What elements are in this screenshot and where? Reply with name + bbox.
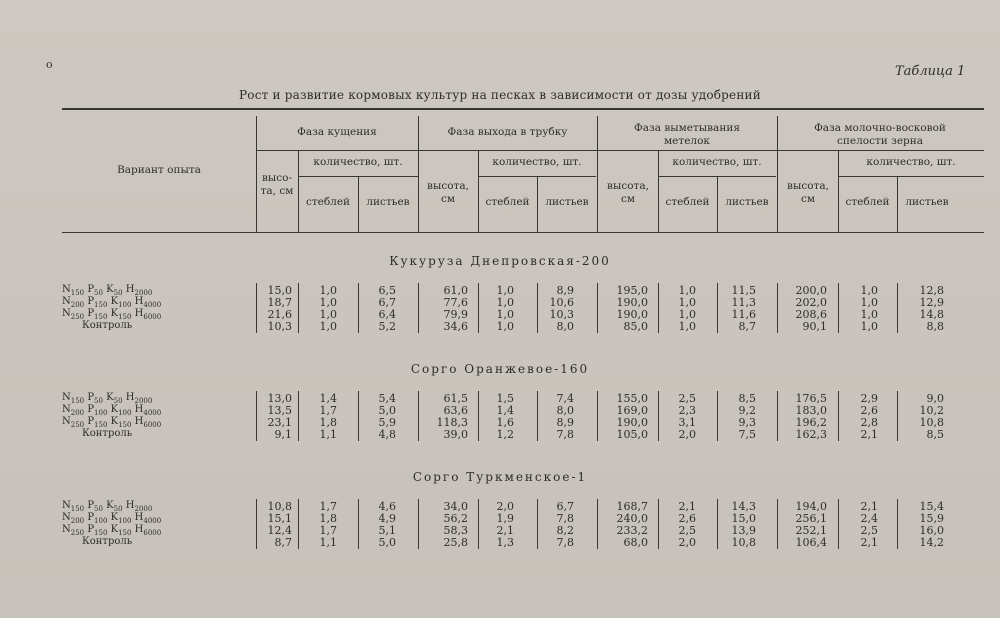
table-cell: 11,6 [731,308,756,321]
table-row [0,512,1000,524]
section-title: Сорго Туркменское-1 [412,470,588,484]
table-row [0,320,1000,332]
table-cell: 8,5 [738,392,756,405]
table-cell: 1,8 [319,512,337,525]
table-cell: 190,0 [616,416,648,429]
table-cell: 8,9 [556,416,574,429]
table-cell: 4,8 [378,428,396,441]
table-row [0,308,1000,320]
table-cell: 5,1 [378,524,396,537]
table-number: Таблица 1 [895,64,966,79]
table-cell: 1,8 [319,416,337,429]
table-cell: 9,0 [926,392,944,405]
variant-label: $N_{200}$ $P_{150}$ $K_{100}$ $H_{4000}$ [62,296,162,309]
table-cell: 256,1 [795,512,827,525]
table-cell: 2,3 [678,404,696,417]
table-cell: 2,0 [678,536,696,549]
table-cell: 13,9 [731,524,756,537]
table-cell: 2,1 [860,428,878,441]
table-cell: 1,0 [496,296,514,309]
table-cell: 61,5 [443,392,468,405]
table-cell: 190,0 [616,296,648,309]
table-row [0,428,1000,440]
variant-label: $N_{250}$ $P_{150}$ $K_{150}$ $H_{6000}$ [62,416,162,429]
table-cell: 21,6 [267,308,292,321]
table-cell: 5,0 [378,404,396,417]
table-cell: 202,0 [795,296,827,309]
table-cell: 194,0 [795,500,827,513]
table-cell: 1,0 [319,308,337,321]
table-cell: 15,0 [731,512,756,525]
variant-label: $N_{200}$ $P_{100}$ $K_{100}$ $H_{4000}$ [62,512,162,525]
header-stems-2: стеблей [485,196,530,208]
table-cell: 8,0 [556,404,574,417]
table-cell: 8,2 [556,524,574,537]
header-bottom-rule [62,232,984,233]
header-count-3: количество, шт. [672,156,762,168]
variant-label: Контроль [82,320,133,331]
table-cell: 252,1 [795,524,827,537]
table-cell: 200,0 [795,284,827,297]
table-cell: 8,5 [926,428,944,441]
table-cell: 1,0 [678,308,696,321]
table-cell: 1,7 [319,404,337,417]
table-cell: 77,6 [443,296,468,309]
variant-label: $N_{200}$ $P_{100}$ $K_{100}$ $H_{4000}$ [62,404,162,417]
table-cell: 15,1 [267,512,292,525]
table-cell: 1,6 [496,416,514,429]
header-leaves-1: листьев [366,196,410,208]
table-row [0,392,1000,404]
table-cell: 8,9 [556,284,574,297]
header-leaves-2: листьев [545,196,589,208]
table-cell: 240,0 [616,512,648,525]
table-cell: 106,4 [795,536,827,549]
section-title: Сорго Оранжевое-160 [410,362,590,376]
table-cell: 2,1 [860,500,878,513]
header-height-1: высо-та, см [260,172,294,197]
table-cell: 7,4 [556,392,574,405]
table-cell: 2,6 [678,512,696,525]
table-cell: 11,5 [731,284,756,297]
table-row [0,296,1000,308]
table-cell: 1,2 [496,428,514,441]
table-cell: 12,9 [919,296,944,309]
table-cell: 90,1 [802,320,827,333]
table-cell: 1,0 [319,320,337,333]
table-cell: 10,6 [549,296,574,309]
table-cell: 1,0 [496,308,514,321]
table-cell: 1,1 [319,428,337,441]
header-stems-1: стеблей [305,196,351,208]
table-cell: 2,1 [678,500,696,513]
table-cell: 1,7 [319,524,337,537]
table-cell: 1,9 [496,512,514,525]
table-cell: 23,1 [267,416,292,429]
table-cell: 1,0 [678,320,696,333]
variant-label: Контроль [82,536,133,547]
header-count-4: количество, шт. [866,156,956,168]
variant-label: Контроль [82,428,133,439]
table-cell: 169,0 [616,404,648,417]
table-cell: 176,5 [795,392,827,405]
table-cell: 15,4 [919,500,944,513]
table-cell: 25,8 [443,536,468,549]
header-stems-4: стеблей [845,196,890,208]
table-cell: 10,8 [919,416,944,429]
variant-label: $N_{150}$ $P_{50}$ $K_{50}$ $H_{2000}$ [62,500,153,513]
table-cell: 2,5 [860,524,878,537]
table-cell: 18,7 [267,296,292,309]
header-leaves-3: листьев [725,196,769,208]
header-height-2: высота, см [427,180,469,205]
count-rule-4 [838,176,984,177]
header-phase-1: Фаза кущения [297,126,377,138]
table-row [0,416,1000,428]
table-cell: 15,9 [919,512,944,525]
table-cell: 1,4 [496,404,514,417]
table-cell: 155,0 [616,392,648,405]
header-leaves-4: листьев [905,196,949,208]
header-height-4: высота, см [787,180,829,205]
table-cell: 2,5 [678,524,696,537]
table-cell: 15,0 [267,284,292,297]
table-row [0,284,1000,296]
table-cell: 7,8 [556,536,574,549]
table-cell: 14,3 [731,500,756,513]
table-cell: 2,0 [496,500,514,513]
table-cell: 1,0 [860,308,878,321]
table-cell: 2,8 [860,416,878,429]
table-cell: 10,8 [267,500,292,513]
table-cell: 118,3 [436,416,468,429]
table-cell: 10,3 [549,308,574,321]
header-stems-3: стеблей [665,196,710,208]
table-row [0,500,1000,512]
table-cell: 34,6 [443,320,468,333]
table-cell: 14,2 [919,536,944,549]
table-cell: 5,9 [378,416,396,429]
table-cell: 34,0 [443,500,468,513]
table-cell: 105,0 [616,428,648,441]
table-cell: 208,6 [795,308,827,321]
table-cell: 6,7 [378,296,396,309]
header-phase-4: Фаза молочно-восковой спелости зерна [814,122,946,147]
page-mark: ο [46,58,53,71]
table-cell: 6,5 [378,284,396,297]
table-cell: 13,5 [267,404,292,417]
table-row [0,536,1000,548]
table-cell: 39,0 [443,428,468,441]
table-cell: 8,7 [274,536,292,549]
section-title: Кукуруза Днепровская-200 [389,254,611,268]
table-cell: 3,1 [678,416,696,429]
table-cell: 196,2 [795,416,827,429]
table-title: Рост и развитие кормовых культур на песках в зависимости от дозы удобрений [239,88,761,102]
table-row [0,404,1000,416]
table-cell: 2,4 [860,512,878,525]
table-cell: 168,7 [616,500,648,513]
table-cell: 4,6 [378,500,396,513]
table-cell: 1,0 [319,296,337,309]
table-cell: 79,9 [443,308,468,321]
table-cell: 2,1 [860,536,878,549]
header-variant: Вариант опыта [117,164,201,176]
table-cell: 10,2 [919,404,944,417]
table-cell: 61,0 [443,284,468,297]
table-cell: 8,7 [738,320,756,333]
table-cell: 4,9 [378,512,396,525]
table-cell: 7,5 [738,428,756,441]
table-cell: 1,4 [319,392,337,405]
header-count-2: количество, шт. [492,156,582,168]
variant-label: $N_{250}$ $P_{150}$ $K_{150}$ $H_{6000}$ [62,524,162,537]
table-cell: 1,0 [678,284,696,297]
phase-rule [256,150,984,151]
table-cell: 1,0 [496,320,514,333]
table-cell: 10,8 [731,536,756,549]
table-cell: 183,0 [795,404,827,417]
variant-label: $N_{250}$ $P_{150}$ $K_{150}$ $H_{6000}$ [62,308,162,321]
table-cell: 1,0 [319,284,337,297]
variant-label: $N_{150}$ $P_{50}$ $K_{50}$ $H_{2000}$ [62,392,153,405]
table-cell: 5,4 [378,392,396,405]
table-cell: 1,0 [496,284,514,297]
table-cell: 190,0 [616,308,648,321]
table-cell: 13,0 [267,392,292,405]
table-cell: 5,2 [378,320,396,333]
table-cell: 162,3 [795,428,827,441]
table-cell: 1,0 [860,296,878,309]
table-cell: 195,0 [616,284,648,297]
table-cell: 1,7 [319,500,337,513]
table-cell: 9,1 [274,428,292,441]
table-cell: 6,7 [556,500,574,513]
table-cell: 2,0 [678,428,696,441]
table-cell: 7,8 [556,512,574,525]
table-cell: 56,2 [443,512,468,525]
table-cell: 58,3 [443,524,468,537]
table-cell: 1,0 [678,296,696,309]
table-cell: 1,3 [496,536,514,549]
table-cell: 7,8 [556,428,574,441]
table-cell: 8,8 [926,320,944,333]
table-cell: 1,1 [319,536,337,549]
table-cell: 1,0 [860,284,878,297]
header-divider [597,116,598,232]
table-cell: 68,0 [623,536,648,549]
top-rule [62,108,984,110]
header-divider [777,116,778,232]
table-cell: 9,3 [738,416,756,429]
table-cell: 16,0 [919,524,944,537]
table-cell: 10,3 [267,320,292,333]
header-count-1: количество, шт. [313,156,403,168]
table-cell: 2,1 [496,524,514,537]
table-cell: 85,0 [623,320,648,333]
table-cell: 63,6 [443,404,468,417]
table-cell: 12,4 [267,524,292,537]
header-phase-2: Фаза выхода в трубку [447,126,568,138]
table-cell: 5,0 [378,536,396,549]
table-cell: 8,0 [556,320,574,333]
table-cell: 12,8 [919,284,944,297]
header-height-3: высота, см [607,180,649,205]
table-cell: 14,8 [919,308,944,321]
header-phase-3: Фаза выметывания метелок [634,122,740,147]
table-cell: 2,9 [860,392,878,405]
table-cell: 1,0 [860,320,878,333]
table-cell: 2,6 [860,404,878,417]
table-cell: 9,2 [738,404,756,417]
table-cell: 1,5 [496,392,514,405]
table-cell: 11,3 [731,296,756,309]
table-cell: 2,5 [678,392,696,405]
table-cell: 6,4 [378,308,396,321]
variant-label: $N_{150}$ $P_{50}$ $K_{50}$ $H_{2000}$ [62,284,153,297]
table-row [0,524,1000,536]
table-cell: 233,2 [616,524,648,537]
